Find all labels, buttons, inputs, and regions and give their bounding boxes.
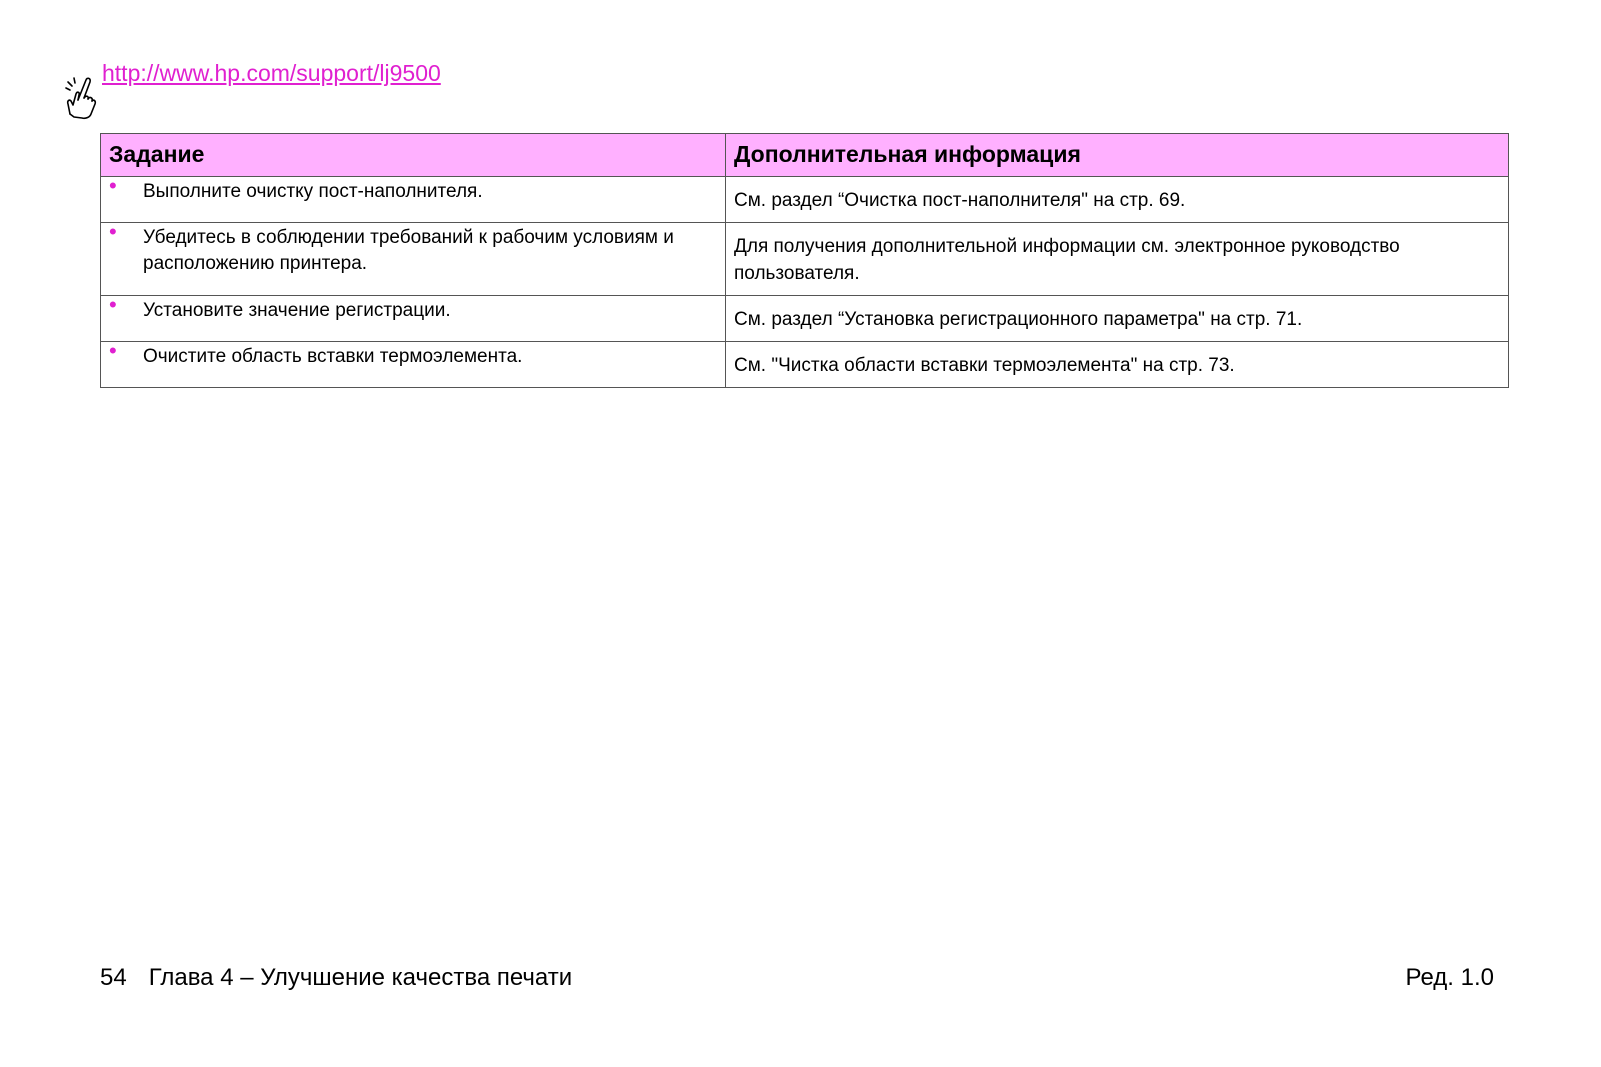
column-header-info: Дополнительная информация: [726, 134, 1509, 177]
task-text: Очистите область вставки термоэлемента.: [143, 346, 523, 367]
support-link[interactable]: http://www.hp.com/support/lj9500: [102, 60, 441, 86]
column-header-task: Задание: [101, 134, 726, 177]
table-row: [101, 177, 1509, 223]
table-row: [101, 342, 1509, 388]
info-cell: См. "Чистка области вставки термоэлемента" на стр. 73.: [726, 342, 1509, 388]
bullet-icon: •: [109, 173, 117, 198]
bullet-icon: •: [109, 219, 117, 244]
bullet-icon: •: [109, 292, 117, 317]
task-cell: [101, 173, 726, 223]
task-info-table: [100, 133, 1509, 388]
task-cell: [101, 219, 726, 296]
table-row: [101, 223, 1509, 296]
task-text: Установите значение регистрации.: [143, 300, 451, 321]
task-text: Выполните очистку пост-наполнителя.: [143, 181, 483, 202]
task-text: Убедитесь в соблюдении требований к рабочим условиям и расположению принтера.: [143, 227, 674, 274]
info-cell: Для получения дополнительной информации см. электронное руководство пользователя.: [726, 223, 1509, 296]
task-cell: [101, 292, 726, 342]
page-number: 54: [100, 964, 127, 991]
table-header-row: [101, 134, 1509, 177]
task-cell: [101, 338, 726, 388]
revision-label: Ред. 1.0: [1405, 964, 1494, 991]
info-cell: См. раздел “Очистка пост-наполнителя" на стр. 69.: [726, 177, 1509, 223]
pointing-hand-icon: [64, 74, 104, 120]
table-row: [101, 296, 1509, 342]
chapter-title: Глава 4 – Улучшение качества печати: [148, 964, 573, 991]
info-cell: См. раздел “Установка регистрационного параметра" на стр. 71.: [726, 296, 1509, 342]
bullet-icon: •: [109, 338, 117, 363]
page-footer-chapter: [100, 964, 572, 992]
